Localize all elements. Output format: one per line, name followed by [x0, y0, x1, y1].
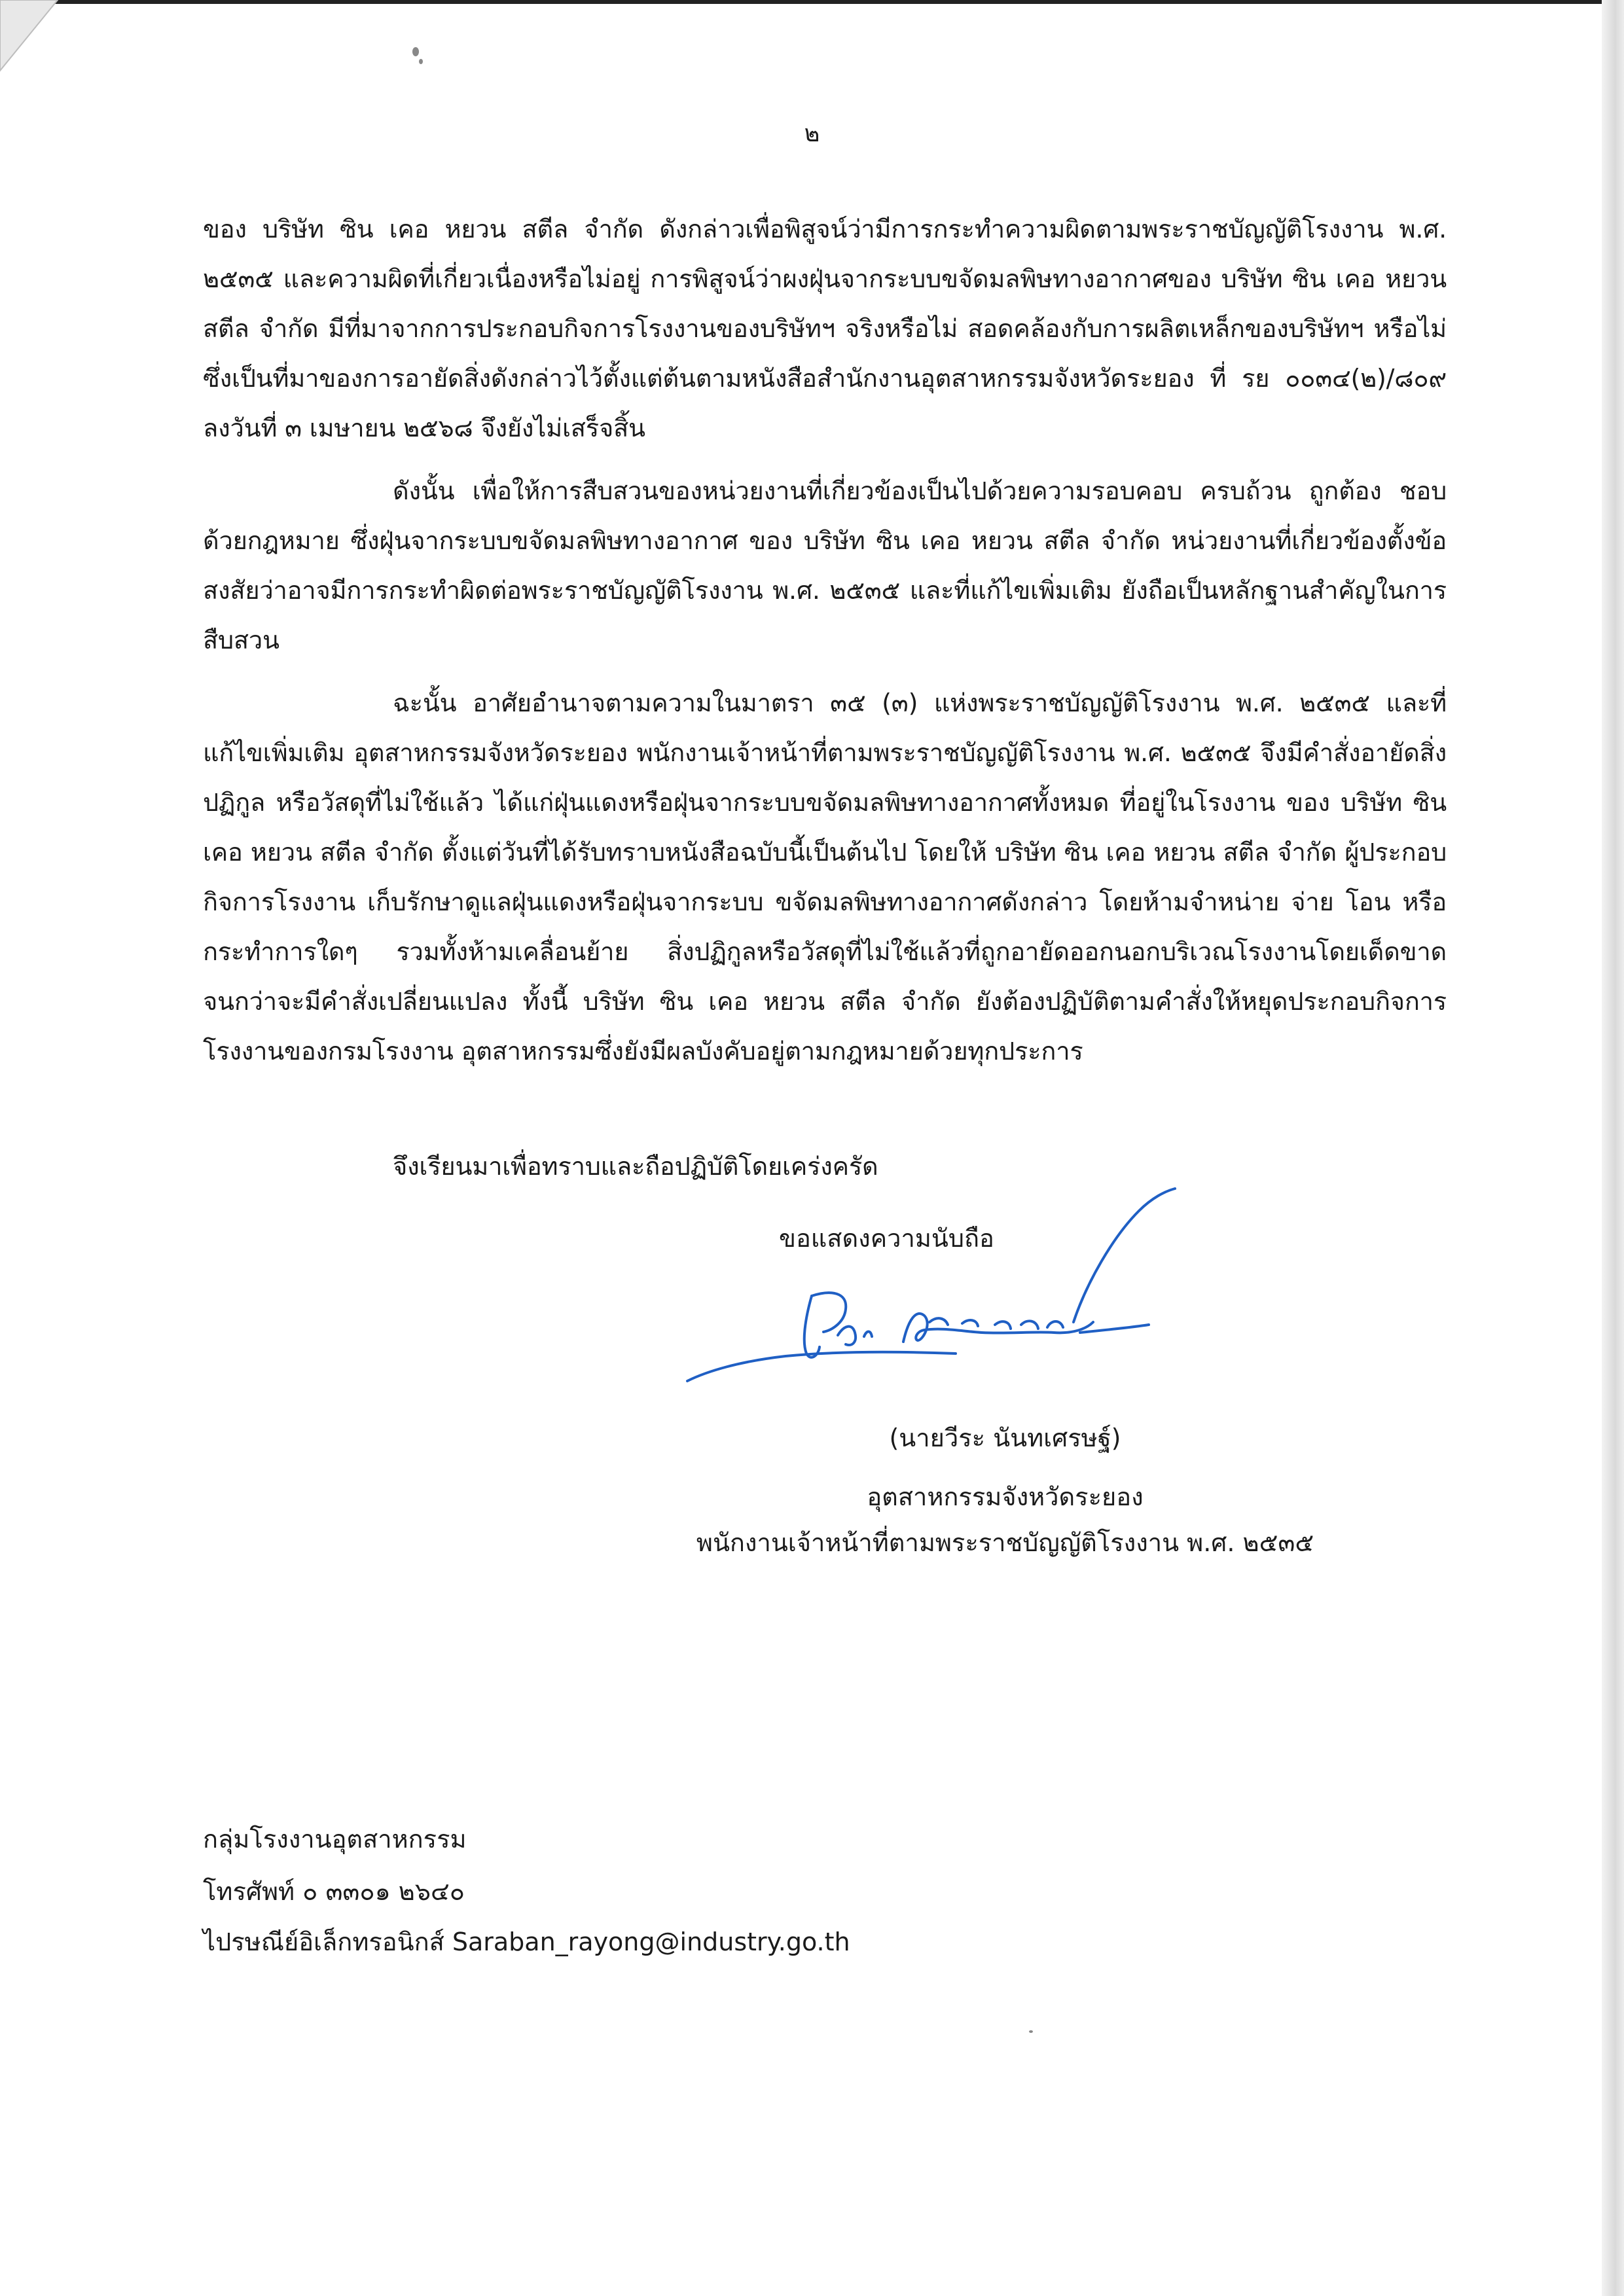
signatory-authority: พนักงานเจ้าหน้าที่ตามพระราชบัญญัติโรงงาน พ.ศ. ๒๕๓๕ [696, 1528, 1314, 1557]
scan-speck [419, 59, 423, 64]
footer-phone: โทรศัพท์ ๐ ๓๓๐๑ ๒๖๔๐ [203, 1877, 465, 1906]
scan-edge-right [1602, 0, 1624, 2296]
footer-department: กลุ่มโรงงานอุตสาหกรรม [203, 1825, 467, 1854]
paragraph-3: ฉะนั้น อาศัยอำนาจตามความในมาตรา ๓๕ (๓) แห่งพระราชบัญญัติโรงงาน พ.ศ. ๒๕๓๕ และที่แก้ไขเพิ่มเติม อุตสาหกรรมจังหวัดระยอง พนักงานเจ้าหน้าที่ตามพระราชบัญญัติโรงงาน พ.ศ. ๒๕๓๕ จึงมีคำสั่งอายัดสิ่งปฏิกูล หรือวัสดุที่ไม่ใช้แล้ว ได้แก่ฝุ่นแดงหรือฝุ่นจากระบบขจัดมลพิษทางอากาศทั้งหมด ที่อยู่ในโรงงาน ของ บริษัท ซิน เคอ หยวน สตีล จำกัด ตั้งแต่วันที่ได้รับทราบหนังสือฉบับนี้เป็นต้นไป โดยให้ บริษัท ซิน เคอ หยวน สตีล จำกัด ผู้ประกอบกิจการโรงงาน เก็บรักษาดูแลฝุ่นแดงหรือฝุ่นจากระบบ ขจัดมลพิษทางอากาศดังกล่าว โดยห้ามจำหน่าย จ่าย โอน หรือกระทำการใดๆ รวมทั้งห้ามเคลื่อนย้าย สิ่งปฏิกูลหรือวัสดุที่ไม่ใช้แล้วที่ถูกอายัดออกนอกบริเวณโรงงานโดยเด็ดขาด จนกว่าจะมีคำสั่งเปลี่ยนแปลง ทั้งนี้ บริษัท ซิน เคอ หยวน สตีล จำกัด ยังต้องปฏิบัติตามคำสั่งให้หยุดประกอบกิจการโรงงานของกรมโรงงาน อุตสาหกรรมซึ่งยังมีผลบังคับอยู่ตามกฎหมายด้วยทุกประการ [203, 689, 1447, 1066]
scan-speck [1029, 2030, 1033, 2033]
paragraph-2: ดังนั้น เพื่อให้การสืบสวนของหน่วยงานที่เกี่ยวข้องเป็นไปด้วยความรอบคอบ ครบถ้วน ถูกต้อง ชอบด้วยกฎหมาย ซึ่งฝุ่นจากระบบขจัดมลพิษทางอากาศ ของ บริษัท ซิน เคอ หยวน สตีล จำกัด หน่วยงานที่เกี่ยวข้องตั้งข้อสงสัยว่าอาจมีการกระทำผิดต่อพระราชบัญญัติโรงงาน พ.ศ. ๒๕๓๕ และที่แก้ไขเพิ่มเติม ยังถือเป็นหลักฐานสำคัญในการสืบสวน [203, 476, 1447, 655]
page-number: ๒ [804, 120, 820, 147]
paragraph-4: จึงเรียนมาเพื่อทราบและถือปฏิบัติโดยเคร่งครัด [393, 1152, 878, 1181]
handwritten-signature [681, 1185, 1178, 1407]
paragraph-1: ของ บริษัท ซิน เคอ หยวน สตีล จำกัด ดังกล่าวเพื่อพิสูจน์ว่ามีการกระทำความผิดตามพระราชบัญญัติโรงงาน พ.ศ. ๒๕๓๕ และความผิดที่เกี่ยวเนื่องหรือไม่อยู่ การพิสูจน์ว่าผงฝุ่นจากระบบขจัดมลพิษทางอากาศของ บริษัท ซิน เคอ หยวน สตีล จำกัด มีที่มาจากการประกอบกิจการโรงงานของบริษัทฯ จริงหรือไม่ สอดคล้องกับการผลิตเหล็กของบริษัทฯ หรือไม่ ซึ่งเป็นที่มาของการอายัดสิ่งดังกล่าวไว้ตั้งแต่ต้นตามหนังสือสำนักงานอุตสาหกรรมจังหวัดระยอง ที่ รย ๐๐๓๔(๒)/๘๐๙ ลงวันที่ ๓ เมษายน ๒๕๖๘ จึงยังไม่เสร็จสิ้น [203, 215, 1447, 442]
closing-salutation: ขอแสดงความนับถือ [779, 1224, 994, 1253]
folded-corner [0, 0, 59, 72]
signatory-name: (นายวีระ นันทเศรษฐ์) [889, 1424, 1121, 1452]
signatory-position: อุตสาหกรรมจังหวัดระยอง [867, 1482, 1144, 1511]
scan-edge-top [0, 0, 1624, 4]
footer-email: ไปรษณีย์อิเล็กทรอนิกส์ Saraban_rayong@industry.go.th [203, 1928, 850, 1956]
scan-speck [412, 47, 419, 56]
